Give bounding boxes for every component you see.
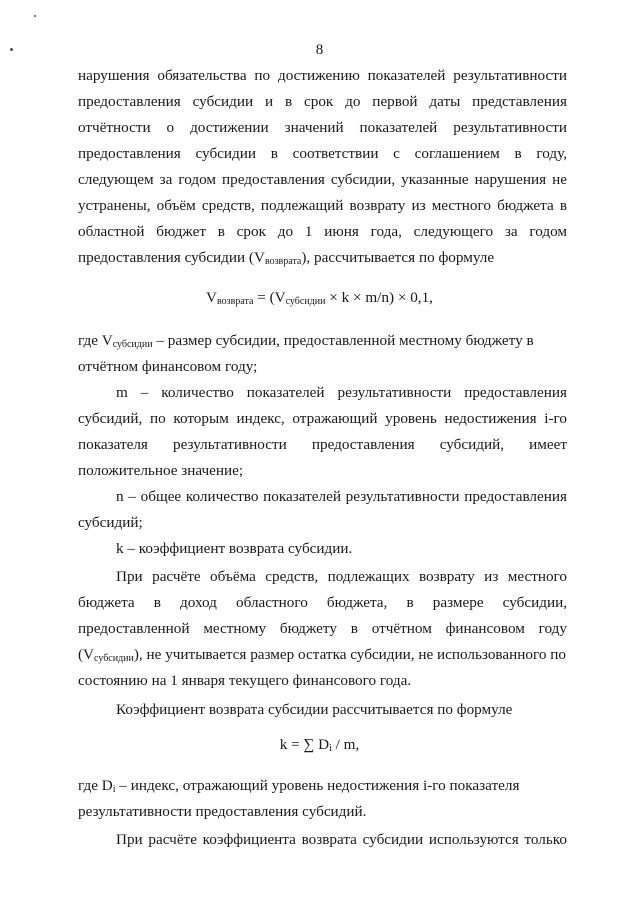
- text-line: m – количество показателей результативности предоставления: [116, 384, 567, 401]
- text-line: предоставления субсидии и в срок до первой даты представления: [78, 93, 567, 110]
- text-line: При расчёте объёма средств, подлежащих возврату из местного: [116, 568, 567, 585]
- subscript: i: [112, 784, 116, 795]
- text-run: ), рассчитывается по формуле: [301, 249, 495, 266]
- text-line: положительное значение;: [78, 462, 244, 479]
- text-run: (V: [78, 646, 95, 663]
- text-line: Коэффициент возврата субсидии рассчитывается по формуле: [116, 701, 513, 718]
- text-line: состоянию на 1 января текущего финансового года.: [78, 672, 412, 689]
- text-line: [78, 248, 567, 272]
- text-run: k = ∑ D: [279, 736, 330, 753]
- text-run: – индекс, отражающий уровень недостижения i-го показателя: [115, 777, 520, 794]
- text-run: где V: [78, 332, 113, 349]
- text-line: субсидий;: [78, 514, 143, 531]
- text-line: отчётном финансовом году;: [78, 358, 258, 375]
- text-run: ), не учитывается размер остатка субсидии, не использованного по: [133, 646, 566, 663]
- subscript: субсидии: [112, 339, 153, 350]
- text-line: результативности предоставления субсидий.: [78, 803, 367, 820]
- text-line: бюджета в доход областного бюджета, в размере субсидии,: [78, 594, 567, 611]
- text-line: предоставления субсидии в соответствии с соглашением в году,: [78, 145, 567, 162]
- text-run: предоставления субсидии (V: [78, 249, 265, 266]
- text-line: следующем за годом предоставления субсидии, указанные нарушения не: [78, 171, 567, 188]
- subscript: субсидии: [285, 296, 326, 307]
- text-line: показателя результативности предоставления субсидий, имеет: [78, 436, 567, 453]
- text-run: V: [206, 289, 217, 306]
- subscript: i: [329, 743, 332, 754]
- subscript: субсидии: [94, 653, 134, 664]
- text-line: При расчёте коэффициента возврата субсидии используются только: [116, 831, 567, 848]
- text-run: / m,: [331, 736, 360, 753]
- text-line: [78, 645, 567, 669]
- text-run: = (V: [253, 289, 286, 306]
- subscript: возврата: [216, 296, 254, 307]
- text-line: отчётности о достижении значений показателей результативности: [78, 119, 567, 136]
- text-run: где D: [78, 777, 113, 794]
- text-line: устранены, объём средств, подлежащий возврату из местного бюджета в: [78, 197, 567, 214]
- text-line: n – общее количество показателей результативности предоставления: [116, 488, 567, 505]
- scan-speck: [34, 15, 36, 17]
- text-line: [78, 331, 567, 355]
- formula-return-coefficient: [0, 735, 639, 759]
- text-line: областной бюджет в срок до 1 июня года, следующего за годом: [78, 223, 567, 240]
- text-line: субсидий, по которым индекс, отражающий уровень недостижения i-го: [78, 410, 567, 427]
- text-line: [78, 776, 567, 800]
- formula-return-volume: [0, 288, 639, 312]
- text-line: предоставленной местному бюджету в отчётном финансовом году: [78, 620, 567, 637]
- text-line: нарушения обязательства по достижению показателей результативности: [78, 67, 567, 84]
- page-number: 8: [315, 42, 324, 58]
- subscript: возврата: [264, 256, 302, 267]
- text-run: – размер субсидии, предоставленной местному бюджету в: [152, 332, 534, 349]
- text-line: k – коэффициент возврата субсидии.: [116, 540, 353, 557]
- text-run: × k × m/n) × 0,1,: [325, 289, 433, 306]
